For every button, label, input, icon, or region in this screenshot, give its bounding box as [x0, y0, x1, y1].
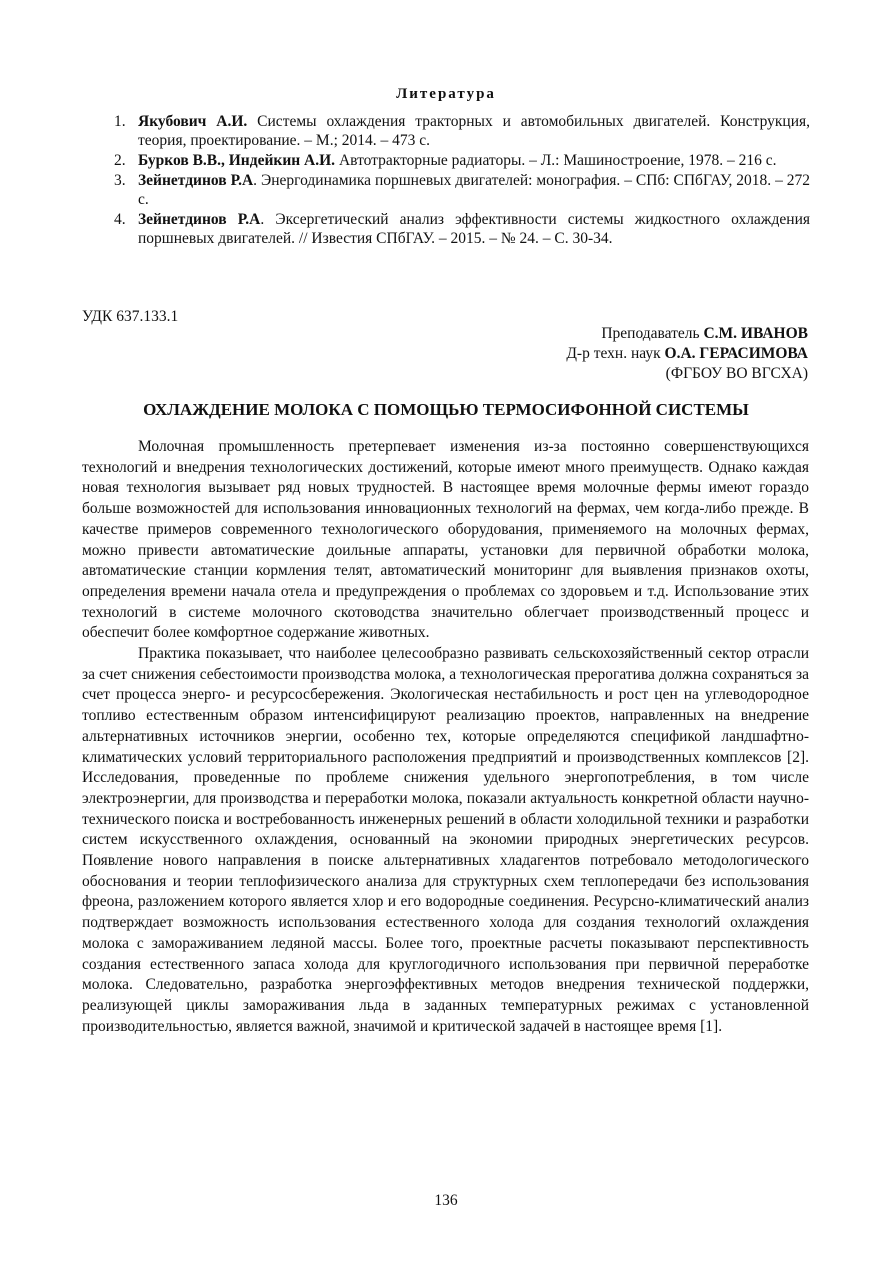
reference-item: [100, 112, 810, 150]
reference-item: [100, 171, 810, 209]
reference-author: Зейнетдинов Р.А: [138, 211, 261, 228]
author-position: Д-р техн. наук: [566, 345, 665, 362]
reference-item: [100, 210, 810, 248]
reference-number: 4.: [114, 211, 126, 228]
reference-number: 2.: [114, 152, 126, 169]
body-paragraph: Молочная промышленность претерпевает изменения из-за постоянно совершенствующихся технологий и внедрения технологических достижений, которые имеют много преимуществ. Однако каждая новая технология вызывает ряд новых трудностей. В настоящее время молочные фермы имеют гораздо больше возможностей для использования инновационных технологий на фермах, чем когда-либо прежде. В качестве примеров современного технологического оборудования, применяемого на молочных фермах, можно привести автоматические доильные аппараты, установки для первичной обработки молока, автоматические станции кормления телят, автоматический мониторинг для выявления признаков охоты, определения времени начала отела и предупреждения о проблемах со здоровьем и т.д. Использование этих технологий в системе молочного скотоводства значительно облегчает производственный процесс и обеспечит более комфортное содержание животных.: [82, 438, 809, 642]
author-block: [566, 324, 808, 384]
body-paragraph: Практика показывает, что наиболее целесообразно развивать сельскохозяйственный сектор отрасли за счет снижения себестоимости производства молока, а технологическая прерогатива должна сохраняться за счет процесса энерго- и ресурсосбережения. Экологическая нестабильность и рост цен на углеводородное топливо естественным образом интенсифицируют реализацию проектов, направленных на внедрение альтернативных источников энергии, особенно тех, которые определяются спецификой ландшафтно-климатических условий территориального расположения предприятий и производственных комплексов [2]. Исследования, проведенные по проблеме снижения удельного энергопотребления, в том числе электроэнергии, для производства и переработки молока, показали актуальность конкретной области научно-технического поиска и востребованность инженерных решений в области холодильной техники и разработки систем искусственного охлаждения, основанный на экономии природных энергетических ресурсов. Появление нового направления в поиске альтернативных хладагентов потребовало методологического обоснования и теории теплофизического анализа для структурных схем теплопередачи без использования фреона, разложением которого является хлор и его водородные соединения. Ресурсно-климатический анализ подтверждает возможность использования естественного холода для создания технологий охлаждения молока с замораживанием ледяной массы. Более того, проектные расчеты показывают перспективность создания естественного запаса холода для круглогодичного использования при первичной переработке молока. Следовательно, разработка энергоэффективных методов внедрения технической поддержки, реализующей циклы замораживания льда в заданных температурных режимах с установленной производительностью, является важной, значимой и критической задачей в настоящее время [1].: [82, 645, 809, 1035]
author-affiliation: (ФГБОУ ВО ВГСХА): [665, 365, 808, 382]
reference-number: 3.: [114, 172, 126, 189]
article-title: ОХЛАЖДЕНИЕ МОЛОКА С ПОМОЩЬЮ ТЕРМОСИФОННОЙ СИСТЕМЫ: [143, 400, 749, 419]
reference-number: 1.: [114, 113, 126, 130]
author-name: С.М. ИВАНОВ: [703, 325, 808, 342]
reference-text: . Энергодинамика поршневых двигателей: монография. – СПб: СПбГАУ, 2018. – 272 с.: [138, 172, 810, 208]
reference-text: Автотракторные радиаторы. – Л.: Машиностроение, 1978. – 216 с.: [335, 152, 777, 169]
reference-item: [100, 151, 810, 170]
reference-text: Системы охлаждения тракторных и автомобильных двигателей. Конструкция, теория, проектирование. – М.; 2014. – 473 с.: [138, 113, 811, 149]
udc-code: УДК 637.133.1: [82, 308, 179, 325]
article-body: [82, 437, 809, 1037]
author-line: [566, 324, 808, 344]
author-name: О.А. ГЕРАСИМОВА: [664, 345, 808, 362]
author-line: [566, 344, 808, 364]
page-number: 136: [434, 1192, 458, 1209]
reference-text: . Эксергетический анализ эффективности системы жидкостного охлаждения поршневых двигателей. // Известия СПбГАУ. – 2015. – № 24. – С. 30-34.: [138, 211, 811, 247]
reference-list: [100, 112, 810, 249]
reference-author: Зейнетдинов Р.А: [138, 172, 254, 189]
reference-author: Бурков В.В., Индейкин А.И.: [138, 152, 336, 169]
reference-author: Якубович А.И.: [138, 113, 248, 130]
author-position: Преподаватель: [601, 325, 704, 342]
literature-heading: Литература: [396, 86, 496, 102]
